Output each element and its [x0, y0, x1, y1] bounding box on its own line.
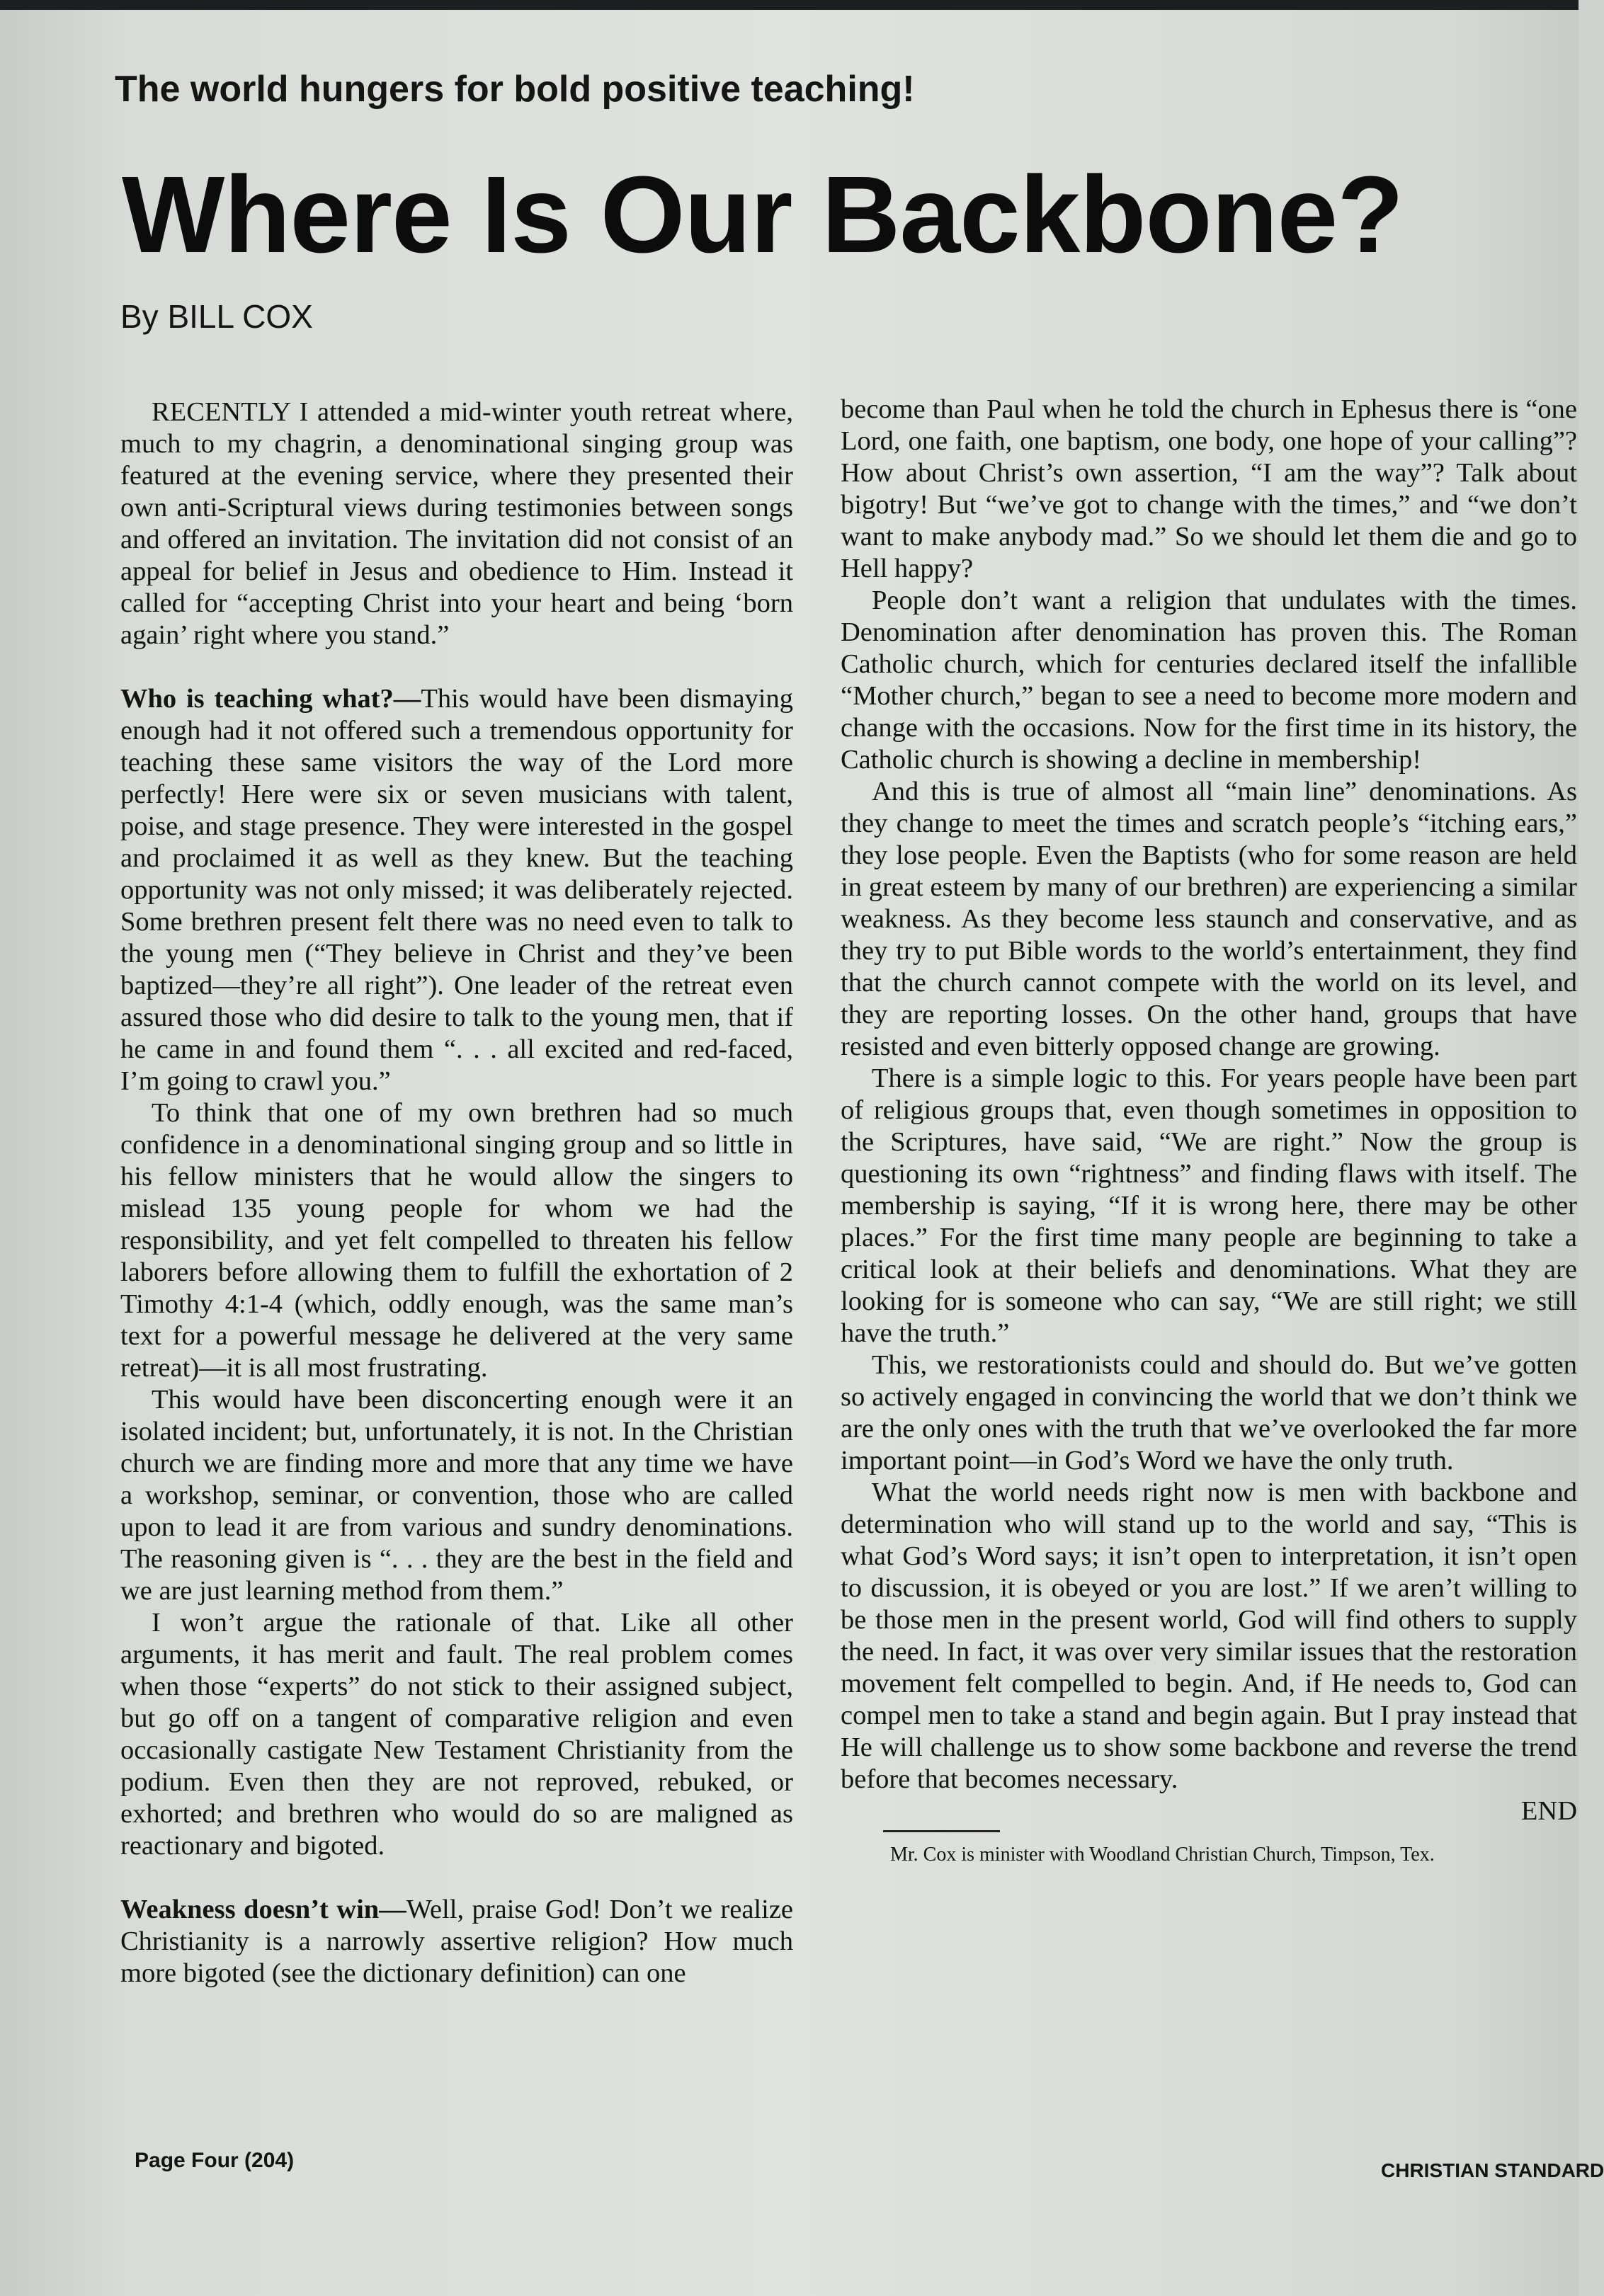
paragraph: To think that one of my own brethren had so much confidence in a denominational singing group and so little in his fellow ministers that he would allow the singers to mislead 135 young people for whom we had the responsibility, and yet felt compelled to threaten his fellow laborers before allowing them to fulfill the exhortation of 2 Timothy 4:1-4 (which, oddly enough, was the same man’s text for a powerful message he delivered at the very same retreat)—it is all most frustrating.: [120, 1098, 793, 1383]
scan-edge: [0, 0, 1579, 10]
subhead: Who is teaching what?—: [120, 684, 421, 714]
paragraph: RECENTLY I attended a mid-winter youth retreat where, much to my chagrin, a denominational singing group was featured at the evening service, where they presented their own anti-Scriptural views during testimonies between songs and offered an invitation. The invitation did not consist of an appeal for belief in Jesus and obedience to Him. Instead it called for “accepting Christ into your heart and being ‘born again’ right where you stand.”: [120, 397, 793, 650]
paragraph: become than Paul when he told the church in Ephesus there is “one Lord, one faith, one baptism, one body, one hope of your calling”? How about Christ’s own assertion, “I am the way”? Talk about bigotry! But “we’ve got to change with the times,” and “we don’t want to make anybody mad.” So we should let them die and go to Hell happy?: [841, 394, 1577, 583]
paragraph: There is a simple logic to this. For years people have been part of religious groups that, even though sometimes in opposition to the Scriptures, have said, “We are right.” Now the group is questioning its own “rightness” and finding flaws with itself. The membership is saying, “If it is wrong here, there may be other places.” For the first time many people are beginning to take a critical look at their beliefs and denominations. What they are looking for is someone who can say, “We are still right; we still have the truth.”: [841, 1063, 1577, 1348]
left-column: [120, 396, 793, 1989]
page-number: Page Four (204): [135, 2149, 295, 2172]
paragraph: And this is true of almost all “main line” denominations. As they change to meet the times and scratch people’s “itching ears,” they lose people. Even the Baptists (who for some reason are held in great esteem by many of our brethren) are experiencing a similar weakness. As they become less staunch and conservative, and as they try to put Bible words to the world’s entertainment, they find that the church cannot compete with the world on its level, and they are reporting losses. On the other hand, groups that have resisted and even bitterly opposed change are growing.: [841, 777, 1577, 1061]
paragraph: I won’t argue the rationale of that. Like all other arguments, it has merit and fault. The real problem comes when those “experts” do not stick to their assigned subject, but go off on a tangent of comparative religion and even occasionally castigate New Testament Christianity from the podium. Even then they are not reproved, rebuked, or exhorted; and brethren who would do so are maligned as reactionary and bigoted.: [120, 1608, 793, 1861]
byline: By BILL COX: [120, 298, 313, 335]
paragraph: This, we restorationists could and should do. But we’ve gotten so actively engaged in convincing the world that we don’t think we are the only ones with the truth that we’ve overlooked the far more important point—in God’s Word we have the only truth.: [841, 1350, 1577, 1475]
paragraph: This would have been disconcerting enough were it an isolated incident; but, unfortunately, it is not. In the Christian church we are finding more and more that any time we have a workshop, seminar, or convention, those who are called upon to lead it are from various and sundry denominations. The reasoning given is “. . . they are the best in the field and we are just learning method from them.”: [120, 1385, 793, 1606]
kicker: The world hungers for bold positive teaching!: [115, 69, 915, 110]
end-mark: END: [1520, 1796, 1577, 1826]
paragraph-text: Well, praise God! Don’t we realize Christianity is a narrowly assertive religion? How much more bigoted (see the dictionary definition) can one: [120, 1895, 794, 1988]
paragraph-text: This would have been dismaying enough had it not offered such a tremendous opportunity for teaching these same visitors the way of the Lord more perfectly! Here were six or seven musicians with talent, poise, and stage presence. They were interested in the gospel and proclaimed it as well as they knew. But the teaching opportunity was not only missed; it was deliberately rejected. Some brethren present felt there was no need even to talk to the young men (“They believe in Christ and they’ve been baptized—they’re all right”). One leader of the retreat even assured those who did desire to talk to the young men, that if he came in and found them “. . . all excited and red-faced, I’m going to crawl you.”: [120, 684, 793, 1096]
paragraph: What the world needs right now is men with backbone and determination who will stand up to the world and say, “This is what God’s Word says; it isn’t open to interpretation, it isn’t open to discussion, it is obeyed or you are lost.” If we aren’t willing to be those men in the present world, God will find others to supply the need. In fact, it was over very similar issues that the restoration movement felt compelled to begin. And, if He needs to, God can compel men to take a stand and begin again. But I pray instead that He will challenge us to show some backbone and reverse the trend before that becomes necessary.: [841, 1478, 1577, 1794]
author-footnote: Mr. Cox is minister with Woodland Christian Church, Timpson, Tex.: [890, 1844, 1435, 1866]
paragraph: [120, 683, 793, 1097]
paragraph: People don’t want a religion that undulates with the times. Denomination after denomination has proven this. The Roman Catholic church, which for centuries declared itself the infallible “Mother church,” began to see a need to become more modern and change with the occasions. Now for the first time in its history, the Catholic church is showing a decline in membership!: [841, 586, 1577, 775]
publication-name: CHRISTIAN STANDARD: [1381, 2159, 1604, 2181]
subhead: Weakness doesn’t win—: [120, 1895, 406, 1924]
footnote-rule: [883, 1830, 1000, 1832]
paragraph: [120, 1894, 793, 1989]
headline: Where Is Our Backbone?: [122, 154, 1404, 275]
right-column: [841, 394, 1577, 1869]
